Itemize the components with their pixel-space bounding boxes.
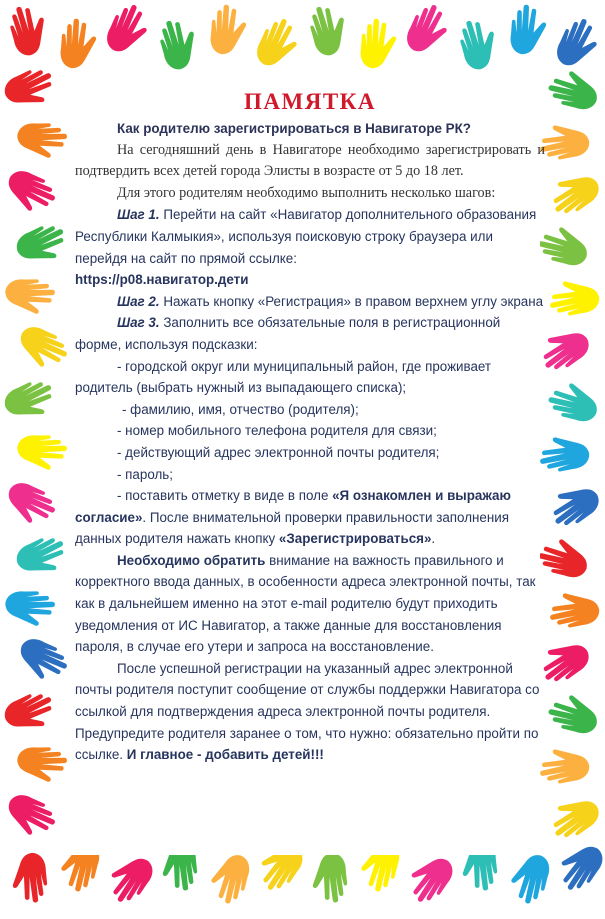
step-3 — [75, 312, 545, 355]
bullet-phone: - номер мобильного телефона родителя для связи; — [117, 423, 437, 439]
memo-subtitle: Как родителю зарегистрироваться в Навигаторе РК? — [117, 121, 471, 136]
final-paragraph — [75, 658, 545, 766]
step-1-label: Шаг 1. — [117, 207, 160, 223]
consent-after: . После внимательной проверки правильности заполнения данных родителя нажать кнопку — [75, 509, 509, 547]
bullet-consent — [75, 485, 545, 550]
bullet-district: - городской округ или муниципальный район, где проживает родитель (выбрать нужный из выпадающего списка); — [75, 358, 492, 396]
consent-checkbox-label: «Я ознакомлен и выражаю согласие» — [75, 488, 511, 525]
intro-paragraph: На сегодняшний день в Навигаторе необходимо зарегистрировать и подтвердить всех детей города Элисты в возрасте от 5 до 18 лет. — [75, 141, 545, 180]
attention-text: внимание на важность правильного и корректного ввода данных, в особенности адреса электронной почты, так как в дальнейшем именно на этот e-mail родителю будут приходить уведомления от ИС Навигатор, а также данные для восстановления пароля, в случае его утери и запроса на восстановление. — [75, 552, 536, 655]
step-3-label: Шаг 3. — [117, 315, 160, 331]
step-2-label: Шаг 2. — [117, 293, 160, 309]
attention-paragraph — [75, 550, 545, 658]
final-text: После успешной регистрации на указанный адрес электронной почты родителя поступит сообщение от службы поддержки Навигатора со ссылкой для подтверждения адреса электронной почты родителя. Предупредите родителя заранее о том, что нужно: обязательно пройти по ссылке. — [75, 660, 540, 763]
navigator-url[interactable]: https://p08.навигатор.дети — [75, 272, 249, 288]
final-bold: И главное - добавить детей!!! — [126, 747, 324, 763]
step-2-text: Нажать кнопку «Регистрация» в правом верхнем углу экрана — [159, 293, 544, 309]
bullet-password: - пароль; — [117, 466, 173, 482]
memo-title: ПАМЯТКА — [244, 89, 376, 114]
step-1-text: Перейти на сайт «Навигатор дополнительного образования Республики Калмыкия», используя поисковую строку браузера или перейдя на сайт по прямой ссылке: — [75, 207, 537, 266]
steps-intro: Для этого родителям необходимо выполнить несколько шагов: — [117, 184, 496, 201]
step-1 — [75, 204, 545, 269]
consent-text: - поставить отметку в виде в поле — [117, 488, 333, 504]
register-button-label: «Зарегистрироваться» — [278, 531, 432, 547]
memo-content — [75, 88, 545, 766]
attention-bold: Необходимо обратить — [117, 552, 266, 568]
bullet-fio: - фамилию, имя, отчество (родителя); — [122, 401, 359, 417]
consent-end: . — [431, 531, 436, 547]
step-2 — [75, 291, 545, 313]
step-3-text: Заполнить все обязательные поля в регистрационной форме, используя подсказки: — [75, 315, 501, 352]
bullet-email: - действующий адрес электронной почты родителя; — [117, 444, 440, 460]
